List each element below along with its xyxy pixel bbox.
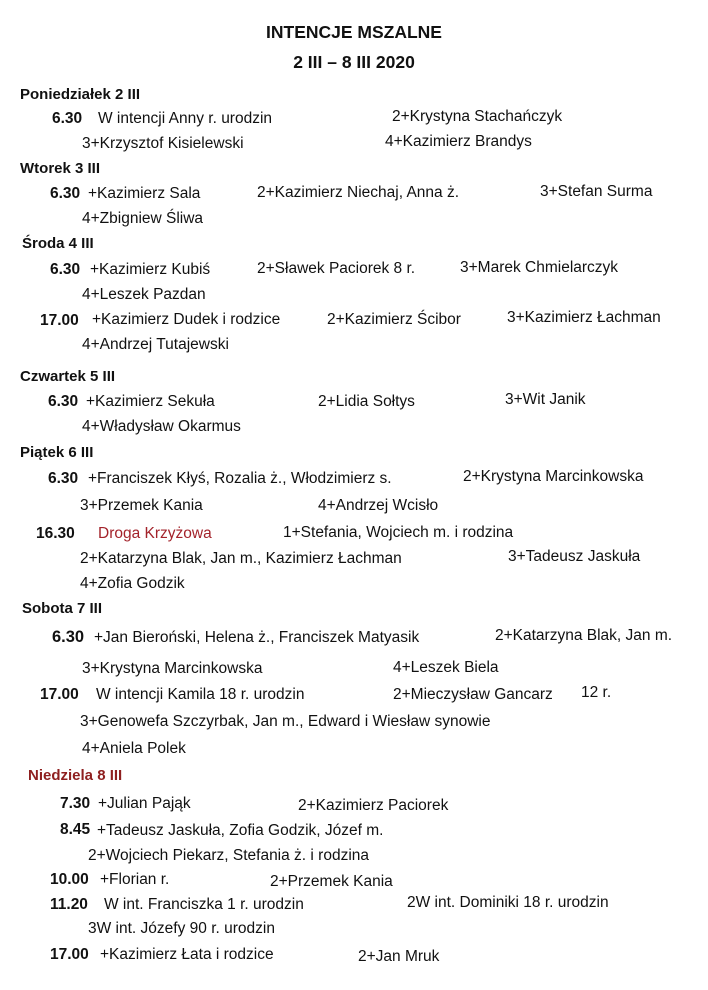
intention: 4+Aniela Polek — [82, 740, 186, 757]
intention: 1+Stefania, Wojciech m. i rodzina — [283, 524, 514, 541]
intention: 2+Kazimierz Paciorek — [298, 797, 449, 814]
mass-time: 6.30 — [52, 628, 85, 646]
intention: 2+Jan Mruk — [358, 948, 440, 965]
mass-time: 11.20 — [50, 896, 88, 913]
intention: 2+Kazimierz Ścibor — [327, 311, 461, 328]
document-title: INTENCJE MSZALNE — [266, 22, 442, 42]
special-service-label: Droga Krzyżowa — [98, 525, 212, 542]
intention: +Kazimierz Łata i rodzice — [100, 946, 274, 963]
intention: W intencji Anny r. urodzin — [98, 110, 273, 127]
intention: +Kazimierz Kubiś — [90, 261, 211, 278]
day-heading: Sobota 7 III — [22, 600, 103, 617]
intention: 4+Zofia Godzik — [80, 575, 185, 592]
intention: 2+Krystyna Stachańczyk — [392, 108, 563, 125]
intention: 3W int. Józefy 90 r. urodzin — [88, 920, 275, 937]
intention: W int. Franciszka 1 r. urodzin — [104, 896, 304, 913]
intention: 3+Krzysztof Kisielewski — [82, 135, 244, 152]
intention: 2+Kazimierz Niechaj, Anna ż. — [257, 184, 460, 201]
intention: 4+Leszek Biela — [393, 659, 499, 676]
intention: +Franciszek Kłyś, Rozalia ż., Włodzimierz s. — [88, 470, 392, 487]
mass-time: 16.30 — [36, 525, 75, 542]
day-heading: Wtorek 3 III — [20, 160, 101, 177]
intention: 2+Wojciech Piekarz, Stefania ż. i rodzina — [88, 847, 370, 864]
intention: 3+Przemek Kania — [80, 497, 203, 514]
mass-time: 6.30 — [48, 393, 79, 410]
intention: +Julian Pająk — [98, 795, 191, 812]
intention: 4+Leszek Pazdan — [82, 286, 206, 303]
intention: 2+Sławek Paciorek 8 r. — [257, 260, 416, 277]
intention: +Kazimierz Sekuła — [86, 393, 215, 410]
intention: 3+Wit Janik — [505, 391, 586, 408]
intention: 2+Katarzyna Blak, Jan m. — [495, 627, 673, 644]
intention: 2+Mieczysław Gancarz — [393, 686, 553, 703]
mass-time: 17.00 — [40, 686, 79, 703]
intention: 3+Marek Chmielarczyk — [460, 259, 619, 276]
intention: 2+Przemek Kania — [270, 873, 393, 890]
mass-time: 7.30 — [60, 795, 91, 812]
intention: 3+Tadeusz Jaskuła — [508, 548, 641, 565]
intention: 4+Andrzej Wcisło — [318, 497, 439, 514]
mass-time: 17.00 — [50, 946, 89, 963]
intention: 2+Lidia Sołtys — [318, 393, 415, 410]
mass-time: 6.30 — [48, 470, 79, 487]
intention: 2+Krystyna Marcinkowska — [463, 468, 644, 485]
day-heading: Piątek 6 III — [20, 444, 94, 461]
intention: W intencji Kamila 18 r. urodzin — [96, 686, 305, 703]
intention: 4+Andrzej Tutajewski — [82, 336, 229, 353]
mass-time: 6.30 — [52, 110, 83, 127]
mass-time: 10.00 — [50, 871, 89, 888]
mass-time: 6.30 — [50, 185, 81, 202]
mass-time: 8.45 — [60, 821, 91, 838]
intention: 4+Kazimierz Brandys — [385, 133, 532, 150]
day-heading: Środa 4 III — [22, 235, 94, 252]
intention: +Kazimierz Dudek i rodzice — [92, 311, 281, 328]
intention: +Kazimierz Sala — [88, 185, 201, 202]
intention: +Jan Bieroński, Helena ż., Franciszek Matyasik — [94, 629, 420, 646]
intention: +Tadeusz Jaskuła, Zofia Godzik, Józef m. — [97, 822, 384, 839]
intention: 4+Władysław Okarmus — [82, 418, 241, 435]
intention: 12 r. — [581, 684, 612, 701]
intention: 3+Genowefa Szczyrbak, Jan m., Edward i Wiesław synowie — [80, 713, 491, 730]
intention: 2W int. Dominiki 18 r. urodzin — [407, 894, 609, 911]
intention: +Florian r. — [100, 871, 170, 888]
intention: 4+Zbigniew Śliwa — [82, 210, 204, 227]
day-heading-sunday: Niedziela 8 III — [28, 767, 123, 784]
mass-time: 17.00 — [40, 312, 79, 329]
day-heading: Poniedziałek 2 III — [20, 86, 141, 103]
intention: 3+Stefan Surma — [540, 183, 653, 200]
day-heading: Czwartek 5 III — [20, 368, 116, 385]
intention: 2+Katarzyna Blak, Jan m., Kazimierz Łachman — [80, 550, 402, 567]
date-range: 2 III – 8 III 2020 — [293, 52, 415, 72]
intention: 3+Krystyna Marcinkowska — [82, 660, 263, 677]
mass-time: 6.30 — [50, 261, 81, 278]
intention: 3+Kazimierz Łachman — [507, 309, 661, 326]
